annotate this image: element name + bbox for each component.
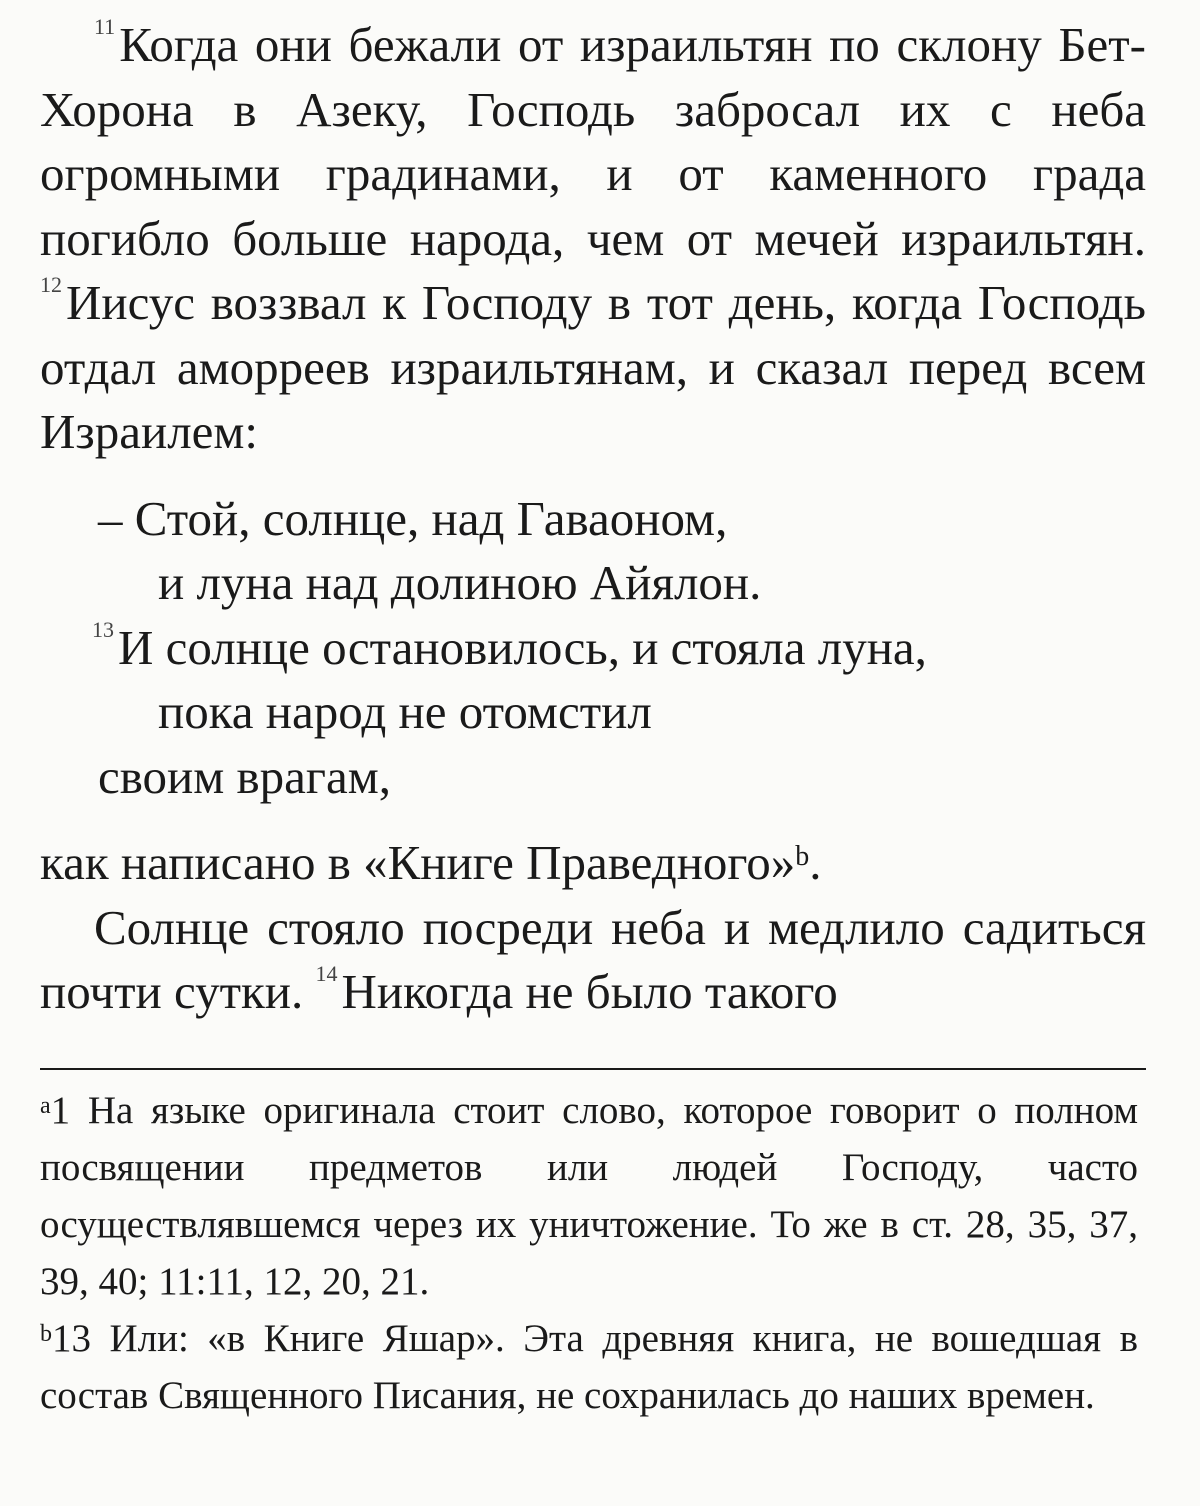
verse-number-13: 13 [92,616,114,642]
footnote-a-text: 1 На языке оригинала стоит слово, которое говорит о полном посвящении предметов или людей Господу, часто осуществлявшемся через их уничтожение. То же в ст. 28, 35, 37, 39, 40; 11:11, 12, 20, 21. [40,1089,1138,1303]
after-poem-end: . [809,835,822,890]
paragraph-verses-13-14 [40,896,1146,1025]
after-poem-text: как написано в «Книге Праведного» [40,835,796,890]
poem-line-3 [40,616,1146,681]
footnote-divider [40,1068,1146,1070]
main-text [40,0,1146,1025]
verse-number-14: 14 [315,961,338,986]
poem-line-4: пока народ не отомстил [158,684,652,739]
footnote-mark-b: b [40,1321,52,1347]
poem-line-5: своим врагам, [98,748,392,804]
verse-14-text: Никогда не было такого [341,964,838,1019]
poem-line-1: – Стой, солнце, над Гаваоном, [98,490,728,546]
paragraph-2-text: Солнце стояло посреди неба и медлило садиться почти сутки. [40,899,1146,1019]
footnote-b-text: 13 Или: «в Книге Яшар». Эта древняя книга, не вошедшая в состав Священного Писания, не сохранилась до наших времен. [40,1317,1138,1417]
verse-12-text: Иисус воззвал к Господу в тот день, когда Господь отдал аморреев израильтянам, и сказал перед всем Израилем: [40,275,1146,459]
verse-number-12: 12 [40,272,62,297]
paragraph-verses-11-12 [40,0,1146,465]
verse-11-text: Когда они бежали от израильтян по склону Бет-Хорона в Азеку, Господь забросал их с неба огромными градинами, и от каменного града погибло больше народа, чем от мечей израильтян. [40,17,1146,266]
poem-line-2: и луна над долиною Айялон. [158,555,762,610]
poem-line-3-text: И солнце остановилось, и стояла луна, [118,619,927,675]
after-poem-line [40,831,1146,896]
footnote-ref-b[interactable]: b [795,841,810,872]
footnote-a [40,1082,1138,1310]
footnotes-section [40,1082,1138,1424]
verse-number-11: 11 [94,14,116,39]
footnote-b [40,1310,1138,1424]
footnote-mark-a: a [40,1093,51,1119]
poem-block [40,487,1146,810]
